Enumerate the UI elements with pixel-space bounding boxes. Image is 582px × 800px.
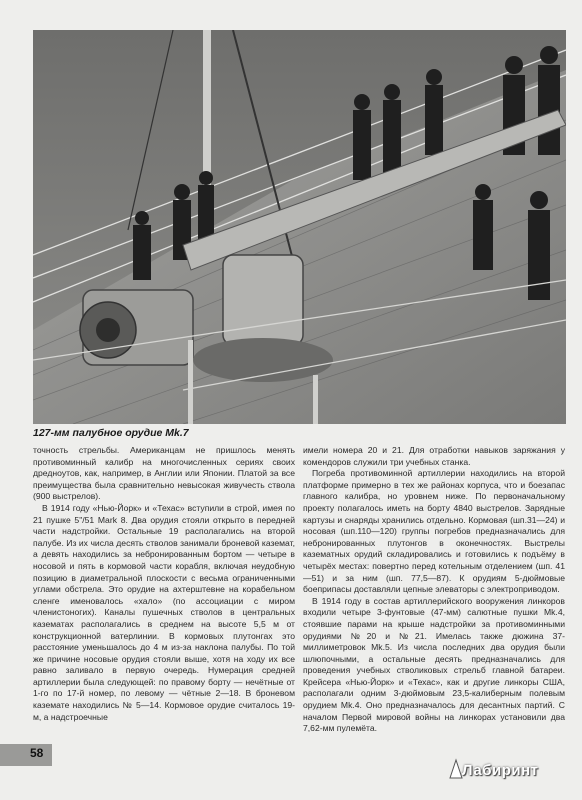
paragraph: В 1914 году в состав артиллерийского вооружения линкоров входили четыре 3-фунтовые (47-мм) салютные пушки Mk.4, стоявшие парами на крыше надстройки за противоминными орудиями №20 и №21. Имелась также дюжина 37-миллиметровок Mk.5. Из числа последних два орудия были шлюпочными, а остальные десять предназначались для проведения учебных стволиковых стрельб главной батареи. Крейсера «Нью-Йорк» и «Техас», как и другие линкоры США, располагали одним 3-дюймовым 23,5-калиберным полевым орудием Mk.4. Оно предназначалось для десантных партий. С началом Первой мировой войны на линкорах установили два 7,62-мм пулемёта. <box>303 595 565 734</box>
paragraph: Погреба противоминной артиллерии находились на второй платформе примерно в тех же районах корпуса, что и боезапас главного калибра, но уровнем ниже. По первоначальному проекту полагалось иметь на борту 4840 выстрелов. Зарядные картузы и снаряды хранились отдельно. Кормовая (шп.31—24) и носовая (шп.110—120) группы погребов предназначались для небронированных плутонгов в оконечностях. Выстрелы казематных орудий складировались и готовились к подъёму в четырёх местах: повертно перед котельным отделением (шп. 41—51) и за ним (шп. 77,5—87). К орудиям 5-дюймовые боеприпасы доставляли цепные элеваторы с электроприводом. <box>303 468 565 595</box>
photo-caption: 127-мм палубное орудие Mk.7 <box>33 427 189 439</box>
paragraph: В 1914 году «Нью-Йорк» и «Техас» вступили в строй, имея по 21 пушке 5"/51 Mark 8. Два орудия стояли открыто в передней части надстройки. Остальные 19 располагались на второй палубе. Из их числа десять стволов занимали броневой каземат, а девять находились за небронированным бортом — четыре в носовой и пять в кормовой части корабля, включая неудобную позицию в диаметральной плоскости с весьма ограниченными углами обстрела. Это орудие на ахтерштевне на корабельном сленге именовалось «хало» (по ассоциации с миром членистоногих). Каналы пушечных стволов в центральных казематах располагались в среднем на высоте 5,5 м от конструкционной ватерлинии. В кормовых плутонгах это расстояние уменьшалось до 4 м из-за наклона палубы. По той же причине носовые орудия стояли выше, хотя на ходу их все равно заливало в первую очередь. Нумерация средней артиллерии была следующей: по правому борту — нечётные от 1-го по 17-й номер, по левому — чётные 2—18. В броневом каземате находились № 5—14. Кормовое орудие считалось 19-м, а надстроечные <box>33 502 295 722</box>
photo-illustration <box>33 30 566 424</box>
page-number-tab <box>0 744 52 766</box>
page-number: 58 <box>30 746 44 760</box>
watermark-text: Лабиринт <box>462 762 539 779</box>
paragraph: имели номера 20 и 21. Для отработки навыков заряжания у комендоров служили три учебных станка. <box>303 445 565 467</box>
deck-gun-photo <box>33 30 566 424</box>
left-text-column <box>33 445 295 723</box>
right-text-column <box>303 445 565 735</box>
paragraph: точность стрельбы. Американцам не пришлось менять противоминный калибр на многочисленных сериях своих дредноутов, как, например, в Англии или Японии. Платой за все преимущества была сравнительно невысокая живучесть ствола (900 выстрелов). <box>33 445 295 502</box>
